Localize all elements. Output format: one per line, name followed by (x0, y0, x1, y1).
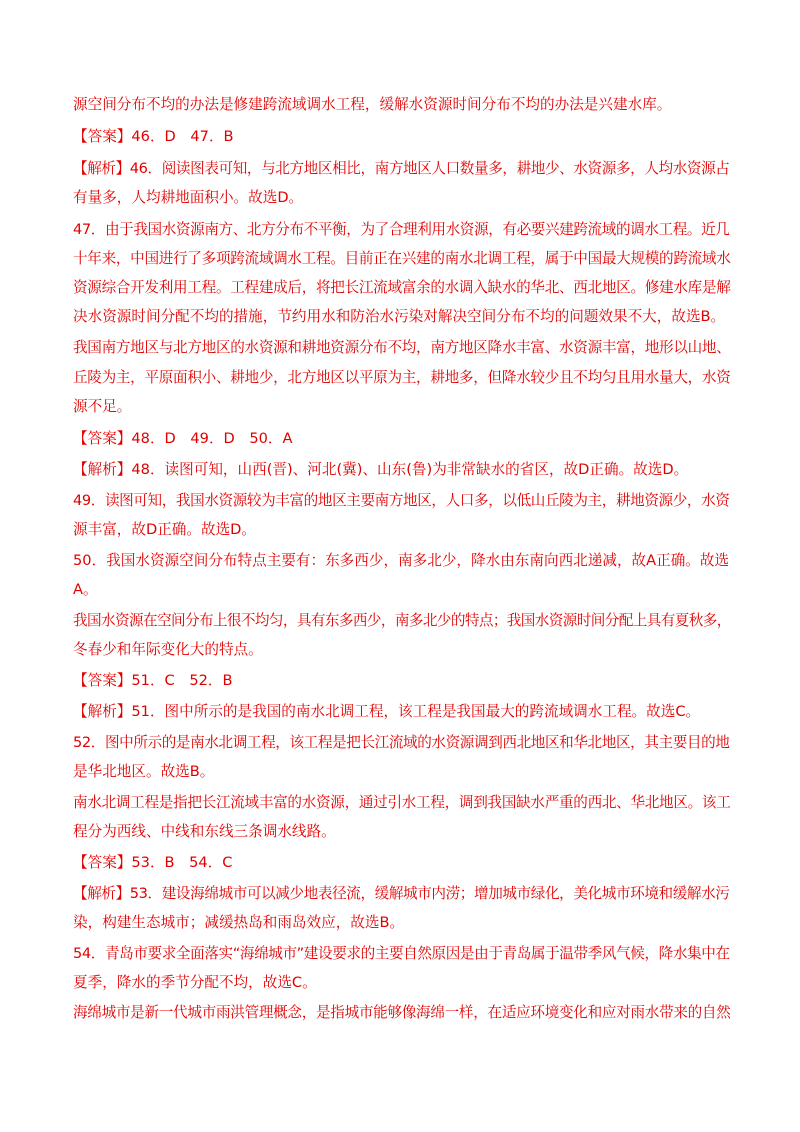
text-line: 49．读图可知，我国水资源较为丰富的地区主要南方地区，人口多，以低山丘陵为主，耕地资源少，水资 (73, 492, 730, 509)
answer-line: 【答案】46．D 47．B (73, 128, 234, 145)
text-line: 是华北地区。故选B。 (73, 763, 215, 780)
text-line: 52．图中所示的是南水北调工程，该工程是把长江流域的水资源调到西北地区和华北地区，其主要目的地 (73, 734, 730, 751)
text-line: 源空间分布不均的办法是修建跨流域调水工程，缓解水资源时间分布不均的办法是兴建水库。 (73, 96, 672, 113)
text-line: 十年来，中国进行了多项跨流域调水工程。目前正在兴建的南水北调工程，属于中国最大规模的跨流域水 (73, 250, 731, 267)
text-line: 有量多，人均耕地面积小。故选D。 (73, 189, 304, 206)
answer-line: 【答案】48．D 49．D 50．A (73, 430, 293, 447)
text-line: 丘陵为主，平原面积小、耕地少，北方地区以平原为主，耕地多，但降水较少且不均匀且用水量大，水资 (73, 369, 731, 386)
text-line: 夏季，降水的季节分配不均，故选C。 (73, 974, 317, 991)
answer-line: 【答案】53．B 54．C (73, 854, 233, 871)
text-line: 【解析】51．图中所示的是我国的南水北调工程，该工程是我国最大的跨流域调水工程。故选C。 (73, 703, 701, 720)
text-line: 54．青岛市要求全面落实“海绵城市”建设要求的主要自然原因是由于青岛属于温带季风气候，降水集中在 (73, 945, 730, 962)
text-line: 我国南方地区与北方地区的水资源和耕地资源分布不均，南方地区降水丰富、水资源丰富，地形以山地、 (73, 339, 731, 356)
text-line: 源丰富，故D正确。故选D。 (73, 521, 257, 538)
text-line: 【解析】53．建设海绵城市可以减少地表径流，缓解城市内涝；增加城市绿化，美化城市环境和缓解水污 (73, 885, 730, 902)
text-line: 染，构建生态城市；减缓热岛和雨岛效应，故选B。 (73, 914, 405, 931)
text-line: 南水北调工程是指把长江流域丰富的水资源，通过引水工程，调到我国缺水严重的西北、华北地区。该工 (73, 794, 731, 811)
text-line: 程分为西线、中线和东线三条调水线路。 (73, 823, 336, 840)
answer-line: 【答案】51．C 52．B (73, 672, 233, 689)
text-line: 海绵城市是新一代城市雨洪管理概念，是指城市能够像海绵一样，在适应环境变化和应对雨水带来的自然 (73, 1004, 731, 1021)
text-line: A。 (73, 581, 98, 598)
text-line: 冬春少和年际变化大的特点。 (73, 641, 263, 658)
text-line: 50．我国水资源空间分布特点主要有：东多西少，南多北少，降水由东南向西北递减，故A正确。故选 (73, 552, 730, 569)
text-line: 资源综合开发利用工程。工程建成后，将把长江流域富余的水调入缺水的华北、西北地区。修建水库是解 (73, 279, 731, 296)
text-line: 【解析】46．阅读图表可知，与北方地区相比，南方地区人口数量多，耕地少、水资源多，人均水资源占 (73, 160, 730, 177)
text-line: 【解析】48．读图可知，山西(晋)、河北(冀)、山东(鲁)为非常缺水的省区，故D正确。故选D。 (73, 461, 689, 478)
text-line: 我国水资源在空间分布上很不均匀，具有东多西少，南多北少的特点；我国水资源时间分配上具有夏秋多， (73, 612, 731, 629)
text-line: 47．由于我国水资源南方、北方分布不平衡，为了合理利用水资源，有必要兴建跨流域的调水工程。近几 (73, 221, 730, 238)
text-line: 决水资源时间分配不均的措施，节约用水和防治水污染对解决空间分布不均的问题效果不大，故选B。 (73, 308, 726, 325)
text-line: 源不足。 (73, 398, 132, 415)
